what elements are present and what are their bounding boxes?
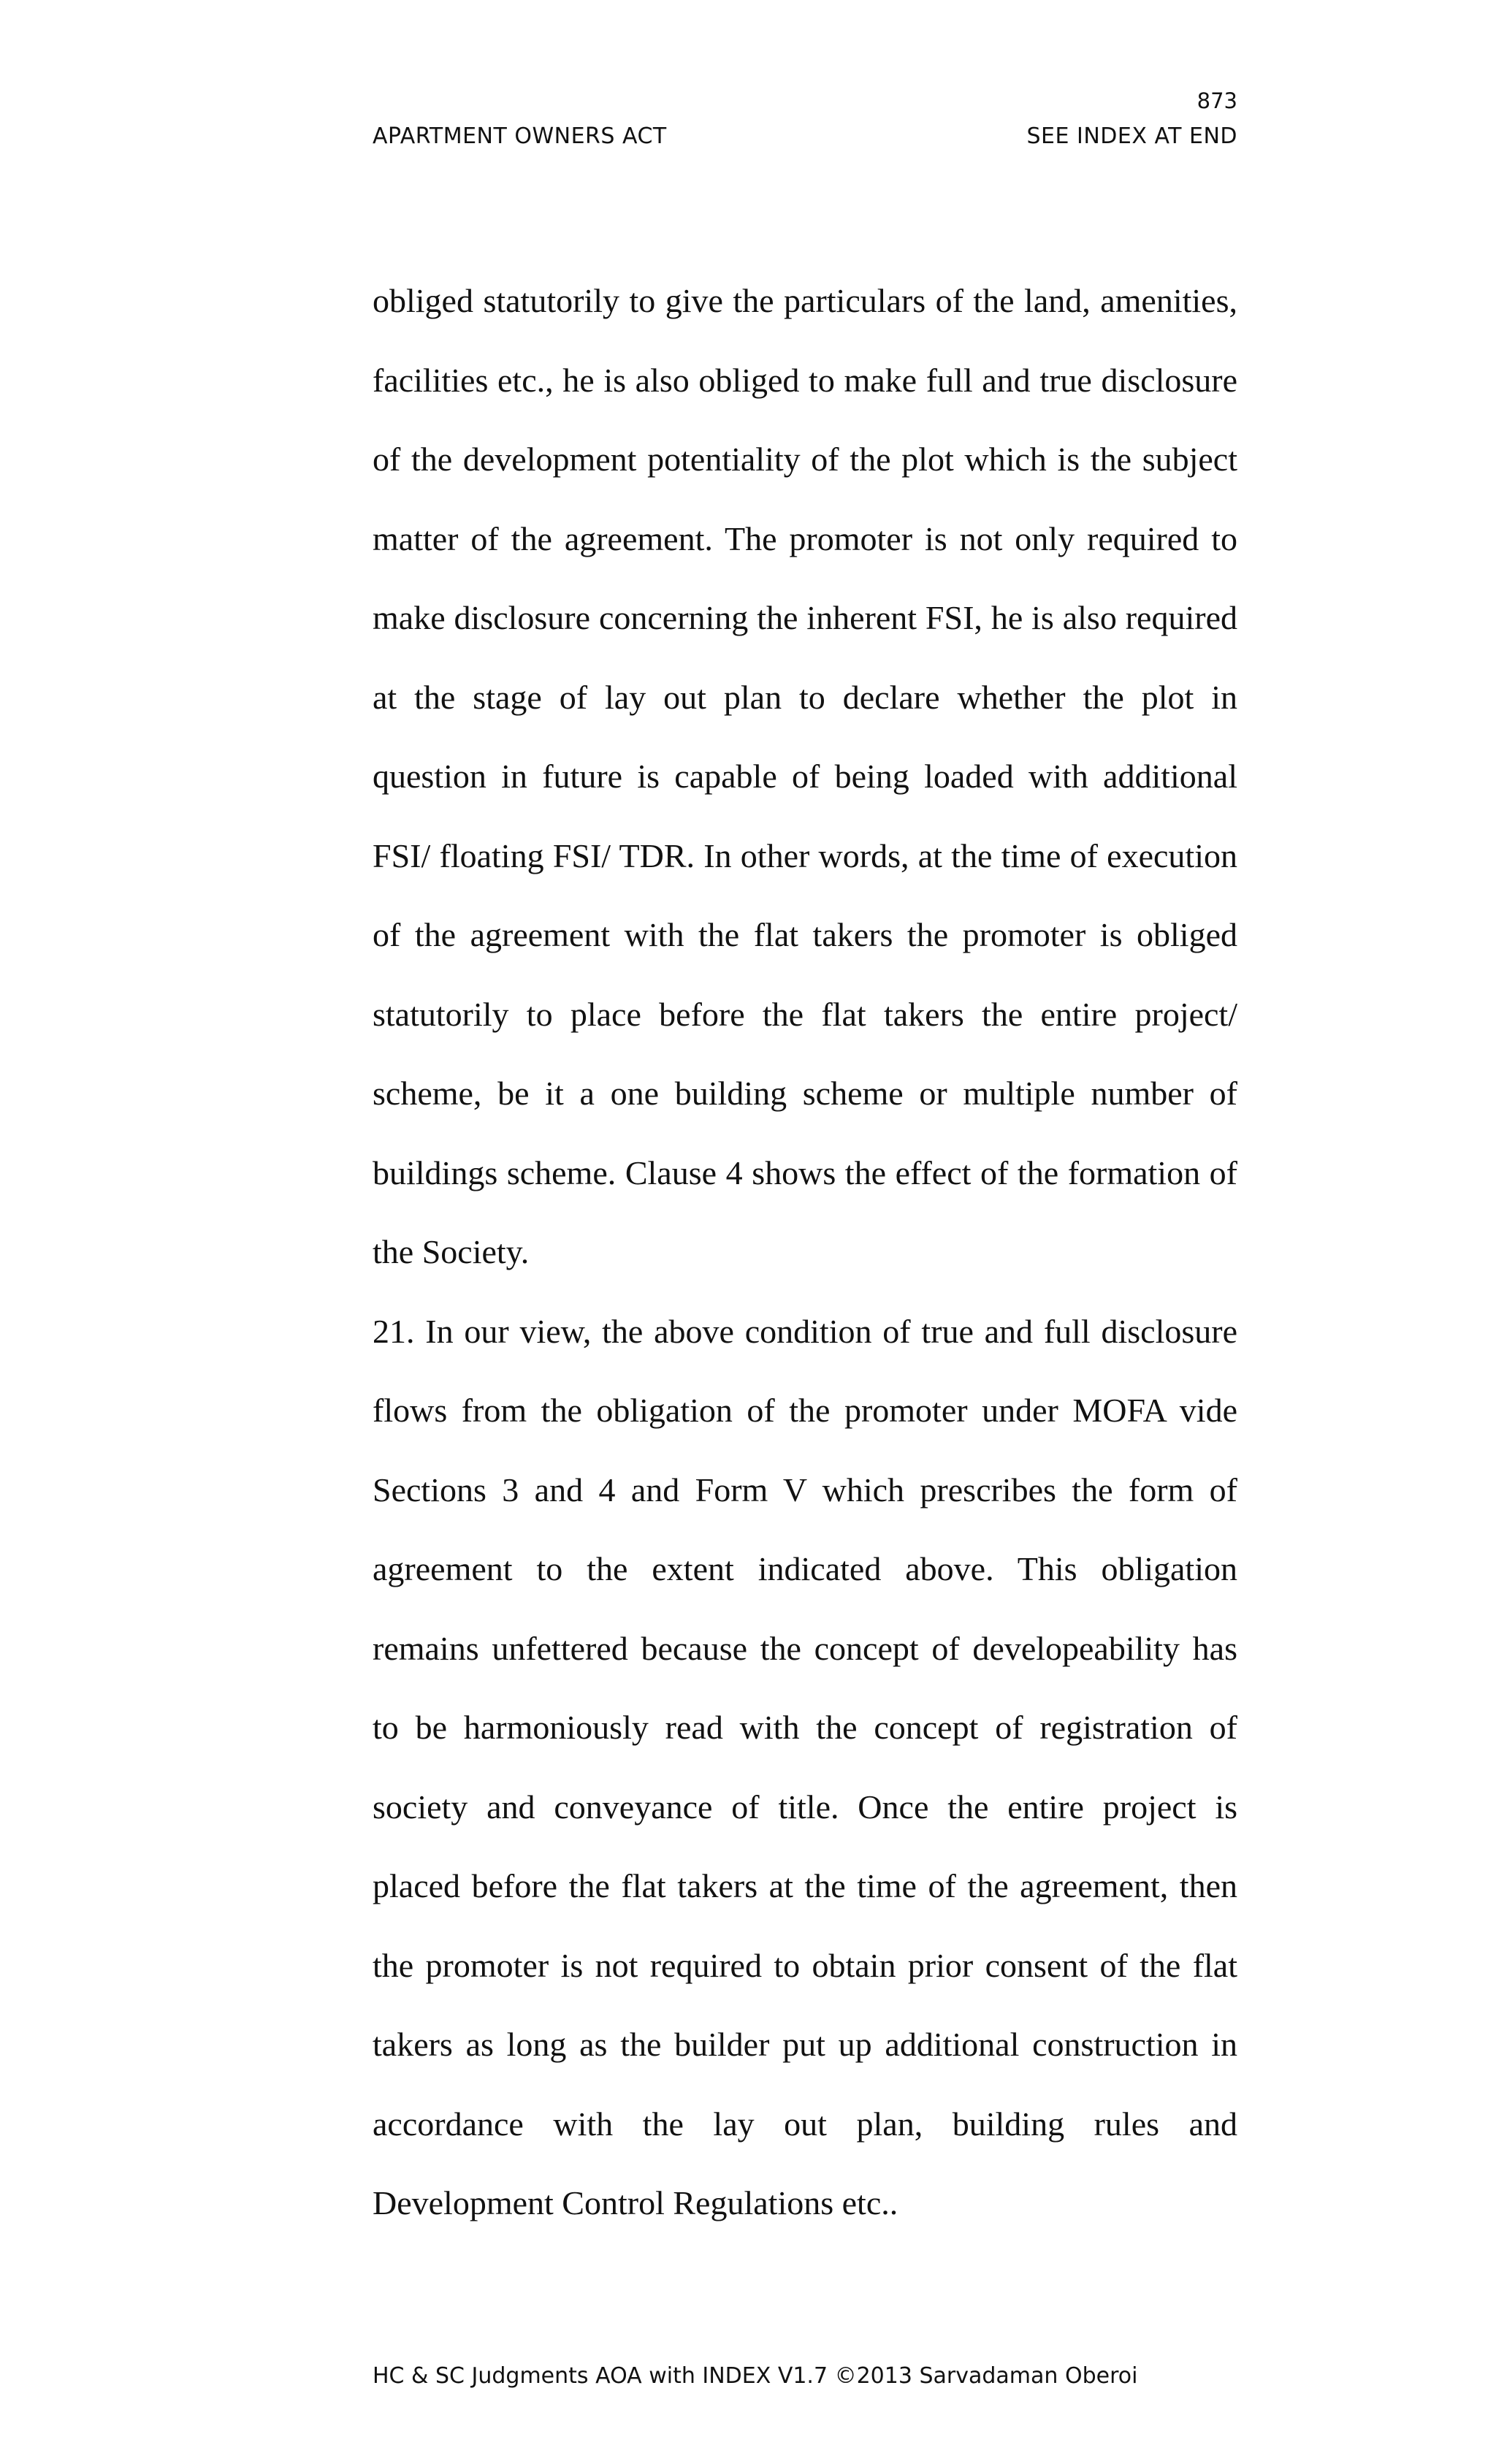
page-footer: HC & SC Judgments AOA with INDEX V1.7 ©2013 Sarvadaman Oberoi <box>373 2363 1138 2389</box>
body-paragraph: 21. In our view, the above condition of true and full disclosure flows from the obligation of the promoter under MOFA vide Sections 3 and 4 and Form V which prescribes the form of agreement to the extent indicated above. This obligation remains unfettered because the concept of developeability has to be harmoniously read with the concept of registration of society and conveyance of title. Once the entire project is placed before the flat takers at the time of the agreement, then the promoter is not required to obtain prior consent of the flat takers as long as the builder put up additional construction in accordance with the lay out plan, building rules and Development Control Regulations etc.. <box>373 1312 1237 2221</box>
body-paragraph: obliged statutorily to give the particulars of the land, amenities, facilities etc., he is also obliged to make full and true disclosure of the development potentiality of the plot which is the subject matter of the agreement. The promoter is not only required to make disclosure concerning the inherent FSI, he is also required at the stage of lay out plan to declare whether the plot in question in future is capable of being loaded with additional FSI/ floating FSI/ TDR. In other words, at the time of execution of the agreement with the flat takers the promoter is obliged statutorily to place before the flat takers the entire project/ scheme, be it a one building scheme or multiple number of buildings scheme. Clause 4 shows the effect of the formation of the Society. <box>373 282 1237 1270</box>
running-header-title: APARTMENT OWNERS ACT <box>373 123 667 149</box>
document-body <box>373 262 1237 2243</box>
page-number: 873 <box>1197 88 1237 113</box>
running-header-index-note: SEE INDEX AT END <box>1026 123 1237 149</box>
